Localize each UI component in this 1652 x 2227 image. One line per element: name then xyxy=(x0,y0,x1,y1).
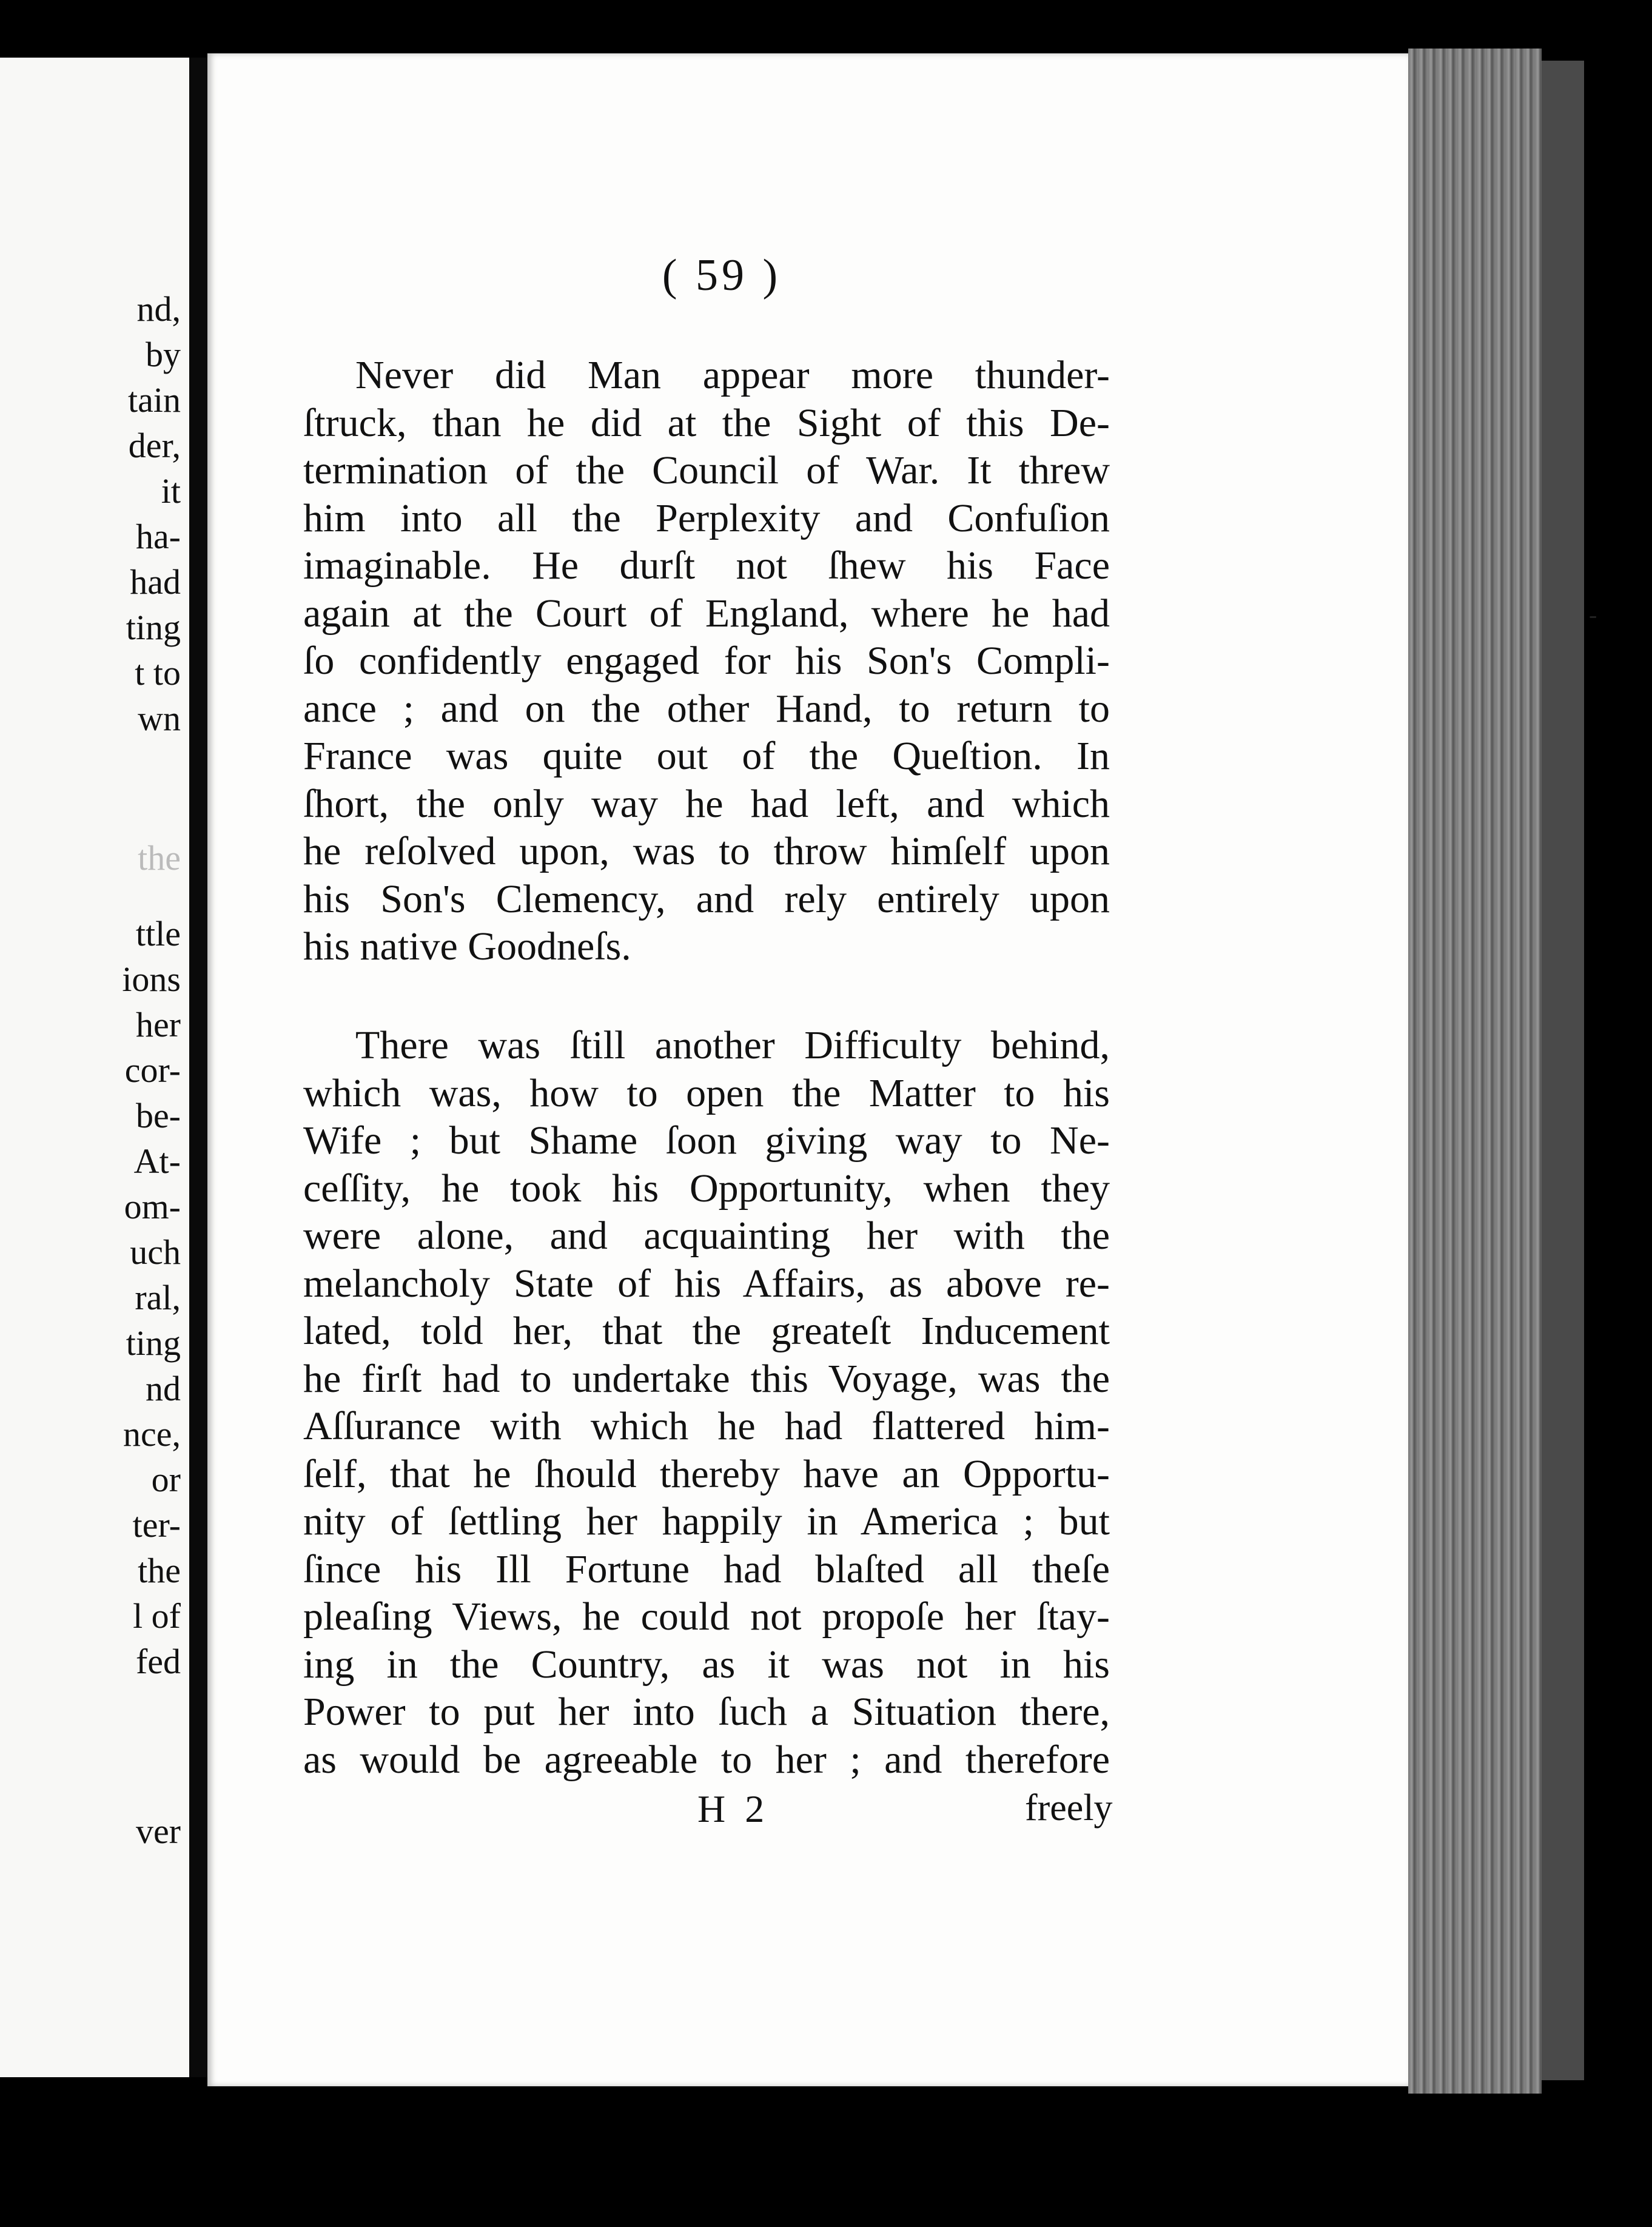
text-line: Power to put her into ſuch a Situation there, xyxy=(303,1690,1110,1734)
text-line: again at the Court of England, where he had xyxy=(303,591,1110,636)
scan-speck: - xyxy=(1589,601,1597,628)
text-line: as would be agreeable to her ; and therefore xyxy=(303,1737,1110,1782)
text-line: ſtruck, than he did at the Sight of this De- xyxy=(303,400,1110,445)
left-page-fragment: the xyxy=(138,1551,181,1590)
left-page-fragment: cor- xyxy=(124,1050,181,1090)
text-line: termination of the Council of War. It threw xyxy=(303,448,1110,492)
text-line: ſelf, that he ſhould thereby have an Opportu- xyxy=(303,1451,1110,1496)
text-line: ance ; and on the other Hand, to return to xyxy=(303,686,1110,731)
text-line: There was ſtill another Difficulty behind, xyxy=(355,1023,1110,1067)
text-line: were alone, and acquainting her with the xyxy=(303,1214,1110,1258)
text-line: imaginable. He durſt not ſhew his Face xyxy=(303,543,1110,588)
text-line: Never did Man appear more thunder- xyxy=(355,353,1110,397)
text-line: pleaſing Views, he could not propoſe her ſtay- xyxy=(303,1594,1110,1639)
left-page-fragment: uch xyxy=(130,1232,181,1272)
left-page-fragment: nd, xyxy=(136,289,181,329)
left-page-fragment: ha- xyxy=(135,517,181,556)
text-line: melancholy State of his Affairs, as above re- xyxy=(303,1261,1110,1306)
left-page-fragment: or xyxy=(151,1460,181,1499)
text-line: ſince his Ill Fortune had blaſted all theſe xyxy=(303,1547,1110,1591)
text-line: Aſſurance with which he had flattered him- xyxy=(303,1404,1110,1448)
paragraph-1 xyxy=(303,352,1110,971)
text-line: lated, told her, that the greateſt Inducement xyxy=(303,1309,1110,1353)
left-page-fragment: l of xyxy=(133,1596,181,1636)
left-page-fragment: At- xyxy=(133,1141,181,1181)
text-line: him into all the Perplexity and Confuſion xyxy=(303,495,1110,540)
left-page-fragment: it xyxy=(161,471,181,511)
signature-mark: H 2 xyxy=(697,1787,770,1830)
left-page-fragment: fed xyxy=(135,1642,181,1681)
left-page-fragment: ting xyxy=(126,608,181,647)
left-page-fragment: her xyxy=(135,1005,181,1044)
left-page-fragment: wn xyxy=(138,699,181,738)
left-page-fragment: by xyxy=(146,335,181,374)
left-page-fragment: der, xyxy=(128,426,181,465)
left-page-fragment: ting xyxy=(126,1323,181,1363)
text-line: ſhort, the only way he had left, and which xyxy=(303,781,1110,826)
text-line: his Son's Clemency, and rely entirely upon xyxy=(303,876,1110,921)
book-cover-edge xyxy=(1542,61,1584,2080)
text-line: ceſſity, he took his Opportunity, when they xyxy=(303,1166,1110,1211)
text-line: Wife ; but Shame ſoon giving way to Ne- xyxy=(303,1118,1110,1163)
left-page-fragment: ter- xyxy=(132,1505,181,1545)
page-number: ( 59 ) xyxy=(662,250,782,300)
text-line: France was quite out of the Queſtion. In xyxy=(303,734,1110,778)
left-page-fragment: the xyxy=(138,838,181,878)
text-line: which was, how to open the Matter to his xyxy=(303,1070,1110,1115)
text-line: ſo confidently engaged for his Son's Compli- xyxy=(303,639,1110,683)
page-edges xyxy=(1408,49,1542,2094)
catchword: freely xyxy=(1025,1787,1113,1829)
left-page xyxy=(0,58,193,2077)
left-page-fragment: t to xyxy=(135,653,181,693)
left-page-fragment: be- xyxy=(135,1096,181,1135)
left-page-fragment: nd xyxy=(146,1369,181,1408)
left-page-fragment: tain xyxy=(128,380,181,420)
left-page-fragment: nce, xyxy=(123,1414,181,1454)
text-line: ing in the Country, as it was not in his xyxy=(303,1642,1110,1687)
text-line: his native Goodneſs. xyxy=(303,924,631,969)
left-page-fragment: ttle xyxy=(135,914,181,953)
left-page-fragment: om- xyxy=(124,1187,181,1226)
text-line: nity of ſettling her happily in America ; but xyxy=(303,1499,1110,1543)
text-line: he firſt had to undertake this Voyage, was the xyxy=(303,1356,1110,1401)
left-page-fragment: had xyxy=(130,562,181,602)
text-line: he reſolved upon, was to throw himſelf upon xyxy=(303,829,1110,873)
left-page-fragment: ver xyxy=(135,1812,181,1851)
book-gutter xyxy=(189,58,207,2077)
paragraph-2 xyxy=(303,1022,1110,1784)
left-page-fragment: ions xyxy=(122,959,181,999)
left-page-fragment: ral, xyxy=(135,1278,181,1317)
